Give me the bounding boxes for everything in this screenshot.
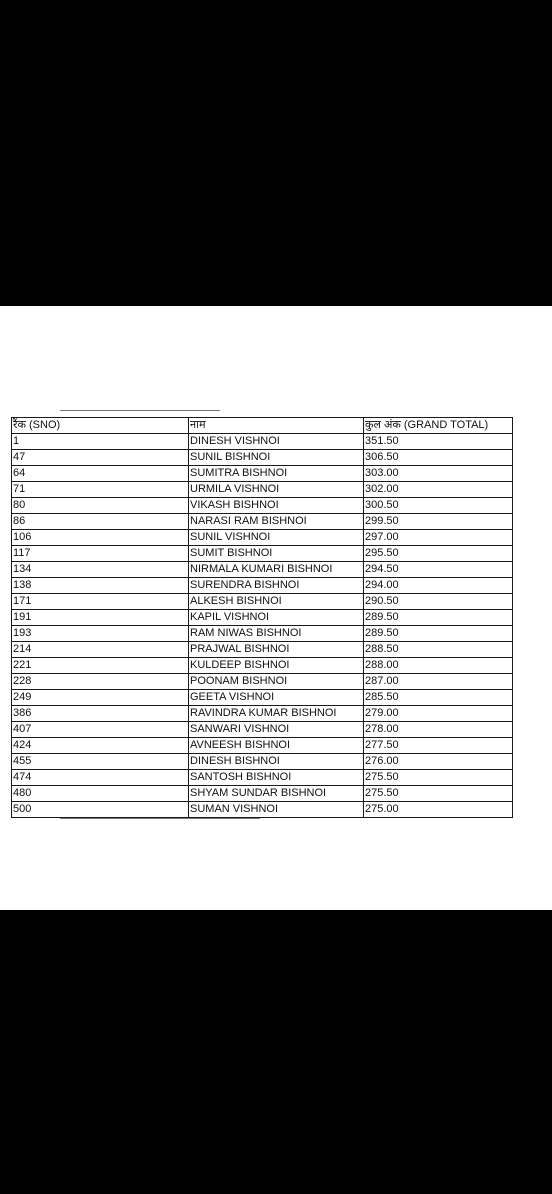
cell-grand-total: 276.00 — [364, 754, 513, 770]
cell-rank: 106 — [12, 530, 189, 546]
table-row — [12, 578, 513, 594]
cell-grand-total: 287.00 — [364, 674, 513, 690]
cell-name: ALKESH BISHNOI — [189, 594, 364, 610]
table-row — [12, 738, 513, 754]
cell-rank: 221 — [12, 658, 189, 674]
cell-grand-total: 275.50 — [364, 770, 513, 786]
cell-name: PRAJWAL BISHNOI — [189, 642, 364, 658]
results-table — [11, 417, 513, 818]
cell-rank: 500 — [12, 802, 189, 818]
cell-grand-total: 351.50 — [364, 434, 513, 450]
table-row — [12, 498, 513, 514]
table-row — [12, 770, 513, 786]
cell-rank: 80 — [12, 498, 189, 514]
cell-rank: 407 — [12, 722, 189, 738]
cell-name: RAM NIWAS BISHNOI — [189, 626, 364, 642]
cell-name: SANTOSH BISHNOI — [189, 770, 364, 786]
header-name: नाम — [189, 418, 364, 434]
results-table-container — [11, 417, 512, 818]
cell-grand-total: 278.00 — [364, 722, 513, 738]
cell-grand-total: 279.00 — [364, 706, 513, 722]
cell-grand-total: 277.50 — [364, 738, 513, 754]
cell-rank: 71 — [12, 482, 189, 498]
header-grand-total: कुल अंक (GRAND TOTAL) — [364, 418, 513, 434]
cell-rank: 47 — [12, 450, 189, 466]
table-header-row — [12, 418, 513, 434]
table-row — [12, 434, 513, 450]
cell-name: POONAM BISHNOI — [189, 674, 364, 690]
cell-name: SUNIL VISHNOI — [189, 530, 364, 546]
cell-grand-total: 299.50 — [364, 514, 513, 530]
cell-rank: 386 — [12, 706, 189, 722]
document-page — [0, 306, 552, 910]
cell-name: DINESH BISHNOI — [189, 754, 364, 770]
table-row — [12, 546, 513, 562]
table-row — [12, 514, 513, 530]
cell-name: VIKASH BISHNOI — [189, 498, 364, 514]
cell-rank: 193 — [12, 626, 189, 642]
table-row — [12, 642, 513, 658]
cell-rank: 138 — [12, 578, 189, 594]
cell-name: SURENDRA BISHNOI — [189, 578, 364, 594]
header-rank: रैंक (SNO) — [12, 418, 189, 434]
cell-name: KULDEEP BISHNOI — [189, 658, 364, 674]
cell-grand-total: 275.50 — [364, 786, 513, 802]
cell-grand-total: 285.50 — [364, 690, 513, 706]
cell-grand-total: 306.50 — [364, 450, 513, 466]
table-row — [12, 562, 513, 578]
table-row — [12, 610, 513, 626]
table-row — [12, 802, 513, 818]
cell-name: NIRMALA KUMARI BISHNOI — [189, 562, 364, 578]
cell-grand-total: 275.00 — [364, 802, 513, 818]
table-row — [12, 706, 513, 722]
table-row — [12, 530, 513, 546]
cell-grand-total: 288.00 — [364, 658, 513, 674]
cell-rank: 1 — [12, 434, 189, 450]
cell-rank: 228 — [12, 674, 189, 690]
cell-grand-total: 288.50 — [364, 642, 513, 658]
cell-name: SHYAM SUNDAR BISHNOI — [189, 786, 364, 802]
table-row — [12, 466, 513, 482]
cell-name: GEETA VISHNOI — [189, 690, 364, 706]
cell-grand-total: 289.50 — [364, 610, 513, 626]
table-row — [12, 722, 513, 738]
table-row — [12, 594, 513, 610]
cell-name: SUMAN VISHNOI — [189, 802, 364, 818]
table-row — [12, 658, 513, 674]
cell-name: SANWARI VISHNOI — [189, 722, 364, 738]
cell-name: SUMITRA BISHNOI — [189, 466, 364, 482]
table-row — [12, 690, 513, 706]
cell-rank: 474 — [12, 770, 189, 786]
cell-grand-total: 295.50 — [364, 546, 513, 562]
cell-rank: 214 — [12, 642, 189, 658]
cell-rank: 117 — [12, 546, 189, 562]
cell-grand-total: 297.00 — [364, 530, 513, 546]
table-row — [12, 754, 513, 770]
table-row — [12, 450, 513, 466]
cell-rank: 134 — [12, 562, 189, 578]
cell-grand-total: 302.00 — [364, 482, 513, 498]
table-row — [12, 674, 513, 690]
cell-rank: 424 — [12, 738, 189, 754]
cell-rank: 171 — [12, 594, 189, 610]
cell-rank: 64 — [12, 466, 189, 482]
cell-name: NARASI RAM BISHNOI — [189, 514, 364, 530]
bottom-smudge-line — [60, 818, 260, 819]
top-smudge-line — [60, 410, 220, 411]
cell-grand-total: 294.50 — [364, 562, 513, 578]
cell-grand-total: 300.50 — [364, 498, 513, 514]
table-row — [12, 786, 513, 802]
cell-name: KAPIL VISHNOI — [189, 610, 364, 626]
cell-grand-total: 289.50 — [364, 626, 513, 642]
table-row — [12, 626, 513, 642]
cell-rank: 86 — [12, 514, 189, 530]
cell-name: SUNIL BISHNOI — [189, 450, 364, 466]
cell-grand-total: 290.50 — [364, 594, 513, 610]
cell-rank: 191 — [12, 610, 189, 626]
cell-name: SUMIT BISHNOI — [189, 546, 364, 562]
cell-name: URMILA VISHNOI — [189, 482, 364, 498]
cell-name: DINESH VISHNOI — [189, 434, 364, 450]
cell-rank: 455 — [12, 754, 189, 770]
cell-grand-total: 294.00 — [364, 578, 513, 594]
cell-rank: 480 — [12, 786, 189, 802]
cell-grand-total: 303.00 — [364, 466, 513, 482]
cell-rank: 249 — [12, 690, 189, 706]
table-row — [12, 482, 513, 498]
cell-name: AVNEESH BISHNOI — [189, 738, 364, 754]
cell-name: RAVINDRA KUMAR BISHNOI — [189, 706, 364, 722]
